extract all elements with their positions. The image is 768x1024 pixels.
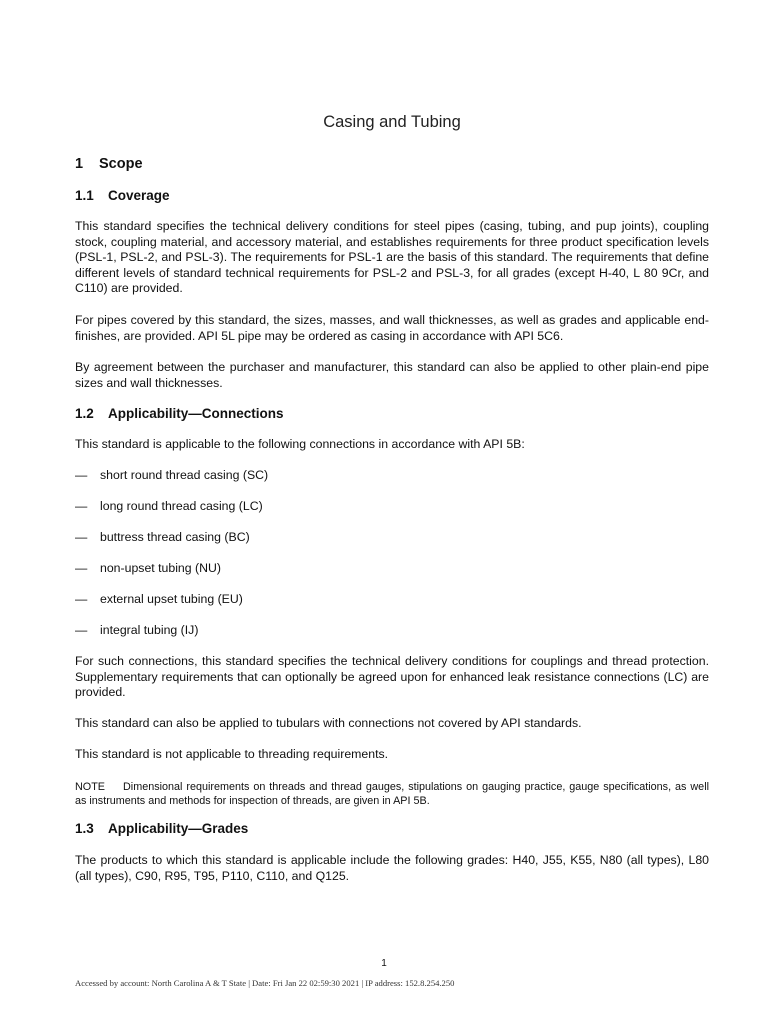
note: [75, 781, 709, 808]
coverage-paragraph-1: This standard specifies the technical delivery conditions for steel pipes (casing, tubing, and pup joints), coupling stock, coupling material, and accessory material, and establishes requirements for three product specification levels (PSL-1, PSL-2, and PSL-3). The requirements for PSL-1 are the basis of this standard. The requirements that define different levels of standard technical requirements for PSL-2 and PSL-3, for all grades (except H-40, L 80 9Cr, and C110) are provided.: [75, 219, 709, 295]
section-title: Scope: [99, 156, 143, 172]
section-title: Coverage: [108, 188, 170, 203]
list-item-text: long round thread casing (LC): [100, 499, 263, 513]
list-item: [75, 623, 198, 639]
dash-marker: —: [75, 530, 88, 544]
list-item-text: non-upset tubing (NU): [100, 561, 221, 575]
section-heading-coverage: [75, 188, 170, 203]
section-title: Applicability—Connections: [108, 406, 284, 421]
dash-marker: —: [75, 468, 88, 482]
list-item-text: integral tubing (IJ): [100, 623, 199, 637]
note-text: Dimensional requirements on threads and thread gauges, stipulations on gauging practice, gauge specifications, as well as instruments and methods for inspection of threads, are given in API 5B.: [75, 781, 709, 807]
grades-paragraph: The products to which this standard is applicable include the following grades: H40, J55, K55, N80 (all types), L80 (all types), C90, R95, T95, P110, C110, and Q125.: [75, 853, 709, 883]
connections-paragraph-2: This standard can also be applied to tubulars with connections not covered by API standards.: [75, 716, 582, 730]
section-heading-grades: [75, 821, 248, 836]
dash-marker: —: [75, 623, 88, 637]
list-item-text: buttress thread casing (BC): [100, 530, 250, 544]
list-item: [75, 468, 268, 484]
list-item: [75, 561, 221, 577]
list-item: [75, 530, 250, 546]
section-number: 1: [75, 156, 84, 172]
section-number: 1.1: [75, 188, 94, 203]
dash-marker: —: [75, 592, 88, 606]
section-number: 1.3: [75, 821, 94, 836]
list-item: [75, 499, 263, 515]
section-title: Applicability—Grades: [108, 821, 249, 836]
dash-marker: —: [75, 499, 88, 513]
connections-intro: This standard is applicable to the following connections in accordance with API 5B:: [75, 437, 525, 451]
access-footer: Accessed by account: North Carolina A & T State | Date: Fri Jan 22 02:59:30 2021 | IP address: 152.8.254.250: [75, 978, 455, 988]
list-item-text: short round thread casing (SC): [100, 468, 269, 482]
coverage-paragraph-2: For pipes covered by this standard, the sizes, masses, and wall thicknesses, as well as grades and applicable end-finishes, are provided. API 5L pipe may be ordered as casing in accordance with API 5C6.: [75, 313, 709, 343]
connections-paragraph-3: This standard is not applicable to threading requirements.: [75, 747, 389, 761]
list-item: [75, 592, 243, 608]
section-heading-connections: [75, 406, 284, 421]
connections-paragraph-1: For such connections, this standard specifies the technical delivery conditions for couplings and thread protection. Supplementary requirements that can optionally be agreed upon for enhanced leak resistance connections (LC) are provided.: [75, 654, 709, 699]
section-heading-scope: [75, 156, 143, 172]
coverage-paragraph-3: By agreement between the purchaser and manufacturer, this standard can also be applied to other plain-end pipe sizes and wall thicknesses.: [75, 360, 709, 390]
list-item-text: external upset tubing (EU): [100, 592, 243, 606]
note-label: NOTE: [75, 781, 105, 793]
document-title: Casing and Tubing: [323, 113, 461, 131]
section-number: 1.2: [75, 406, 94, 421]
dash-marker: —: [75, 561, 88, 575]
page-number: 1: [381, 958, 387, 969]
